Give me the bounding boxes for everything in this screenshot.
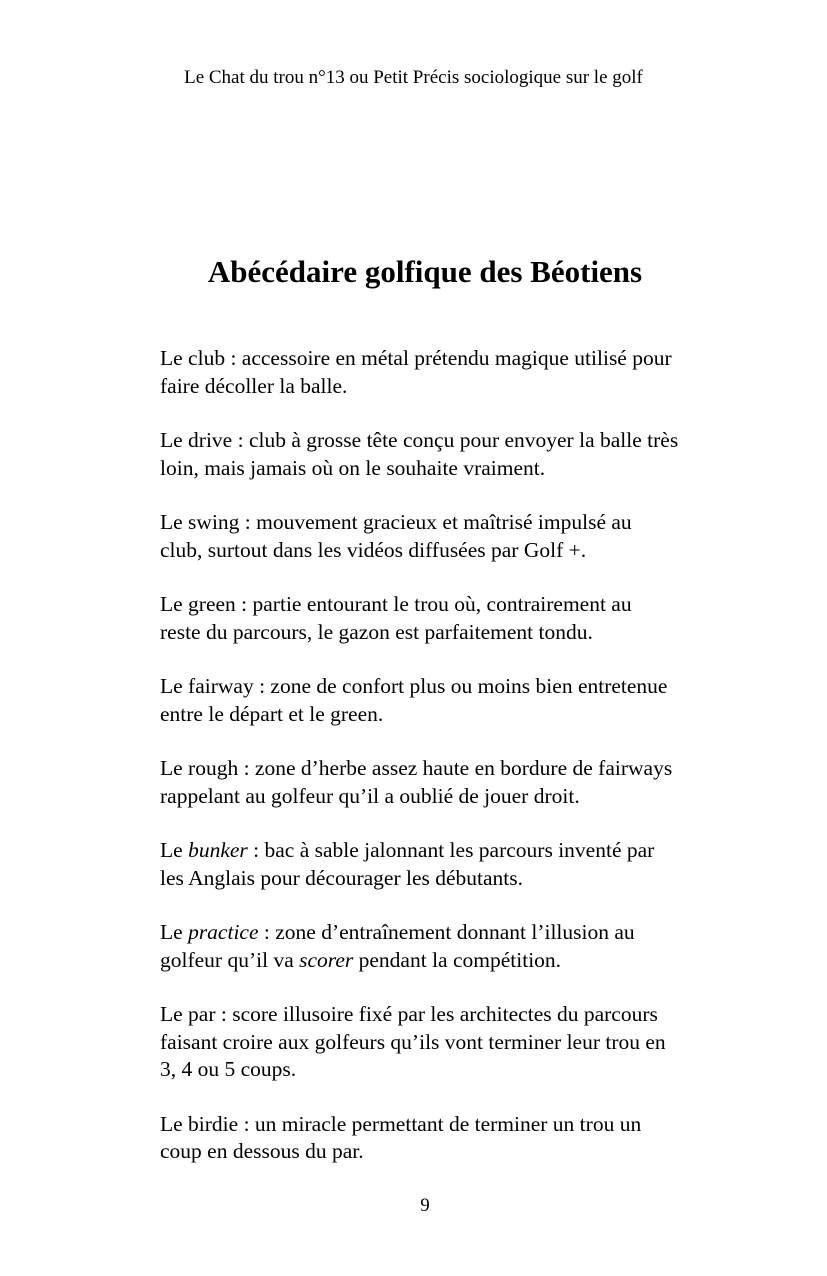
italic-term: bunker bbox=[188, 838, 248, 862]
entry-text: Le drive : club à grosse tête conçu pour envoyer la balle très bbox=[160, 428, 679, 452]
glossary-entry bbox=[160, 919, 735, 974]
entry-text: golfeur qu’il va bbox=[160, 947, 300, 972]
glossary-entry bbox=[160, 1001, 735, 1084]
entry-text: coup en dessous du par. bbox=[160, 1139, 364, 1163]
entry-line bbox=[160, 783, 735, 811]
entry-text: 3, 4 ou 5 coups. bbox=[160, 1057, 297, 1081]
entry-line bbox=[160, 427, 735, 455]
entry-line bbox=[160, 455, 735, 483]
italic-term: practice bbox=[188, 920, 259, 944]
running-header: Le Chat du trou n°13 ou Petit Précis sociologique sur le golf bbox=[184, 67, 643, 88]
entry-text: loin, mais jamais où on le souhaite vraiment. bbox=[160, 455, 546, 480]
entry-text: Le fairway : zone de confort plus ou moins bien entretenue bbox=[160, 674, 668, 698]
entry-text: Le par : score illusoire fixé par les architectes du parcours bbox=[160, 1002, 658, 1026]
entry-line bbox=[160, 1056, 735, 1084]
entry-text: faire décoller la balle. bbox=[160, 373, 348, 398]
page-title: Abécédaire golfique des Béotiens bbox=[207, 254, 643, 289]
entry-text: entre le départ et le green. bbox=[160, 701, 384, 726]
entry-line bbox=[160, 1111, 735, 1139]
glossary-entry bbox=[160, 673, 735, 728]
page-number: 9 bbox=[420, 1195, 430, 1216]
glossary-list bbox=[160, 345, 735, 1193]
entry-text: : bac à sable jalonnant les parcours inventé par bbox=[247, 838, 655, 862]
glossary-entry bbox=[160, 591, 735, 646]
entry-text: reste du parcours, le gazon est parfaitement tondu. bbox=[160, 619, 593, 644]
entry-text: Le birdie : un miracle permettant de terminer un trou un bbox=[160, 1111, 642, 1136]
entry-text: Le bbox=[160, 838, 189, 862]
entry-text: pendant la compétition. bbox=[353, 947, 562, 972]
entry-line bbox=[160, 1138, 735, 1166]
glossary-entry bbox=[160, 1111, 735, 1166]
entry-line bbox=[160, 837, 735, 865]
glossary-entry bbox=[160, 345, 735, 400]
entry-text: Le bbox=[160, 920, 189, 944]
entry-line bbox=[160, 1001, 735, 1029]
entry-text: Le swing : mouvement gracieux et maîtrisé impulsé au bbox=[160, 510, 632, 534]
entry-text: Le club : accessoire en métal prétendu magique utilisé pour bbox=[160, 346, 672, 370]
entry-line bbox=[160, 1029, 735, 1057]
entry-text: faisant croire aux golfeurs qu’ils vont terminer leur trou en bbox=[160, 1029, 666, 1054]
entry-line bbox=[160, 701, 735, 729]
entry-line bbox=[160, 373, 735, 401]
entry-line bbox=[160, 509, 735, 537]
entry-line bbox=[160, 673, 735, 701]
glossary-entry bbox=[160, 837, 735, 892]
glossary-entry bbox=[160, 427, 735, 482]
glossary-entry bbox=[160, 755, 735, 810]
entry-line bbox=[160, 345, 735, 373]
entry-line bbox=[160, 947, 735, 975]
entry-text: Le green : partie entourant le trou où, contrairement au bbox=[160, 592, 632, 616]
entry-line bbox=[160, 537, 735, 565]
entry-line bbox=[160, 591, 735, 619]
entry-line bbox=[160, 865, 735, 893]
entry-line bbox=[160, 919, 735, 947]
entry-text: rappelant au golfeur qu’il a oublié de jouer droit. bbox=[160, 783, 580, 808]
entry-text: les Anglais pour décourager les débutants. bbox=[160, 865, 524, 890]
glossary-entry bbox=[160, 509, 735, 564]
entry-line bbox=[160, 619, 735, 647]
entry-line bbox=[160, 755, 735, 783]
entry-text: : zone d’entraînement donnant l’illusion au bbox=[258, 920, 635, 944]
italic-term: scorer bbox=[299, 947, 354, 972]
entry-text: club, surtout dans les vidéos diffusées par Golf +. bbox=[160, 537, 587, 562]
entry-text: Le rough : zone d’herbe assez haute en bordure de fairways bbox=[160, 756, 673, 780]
